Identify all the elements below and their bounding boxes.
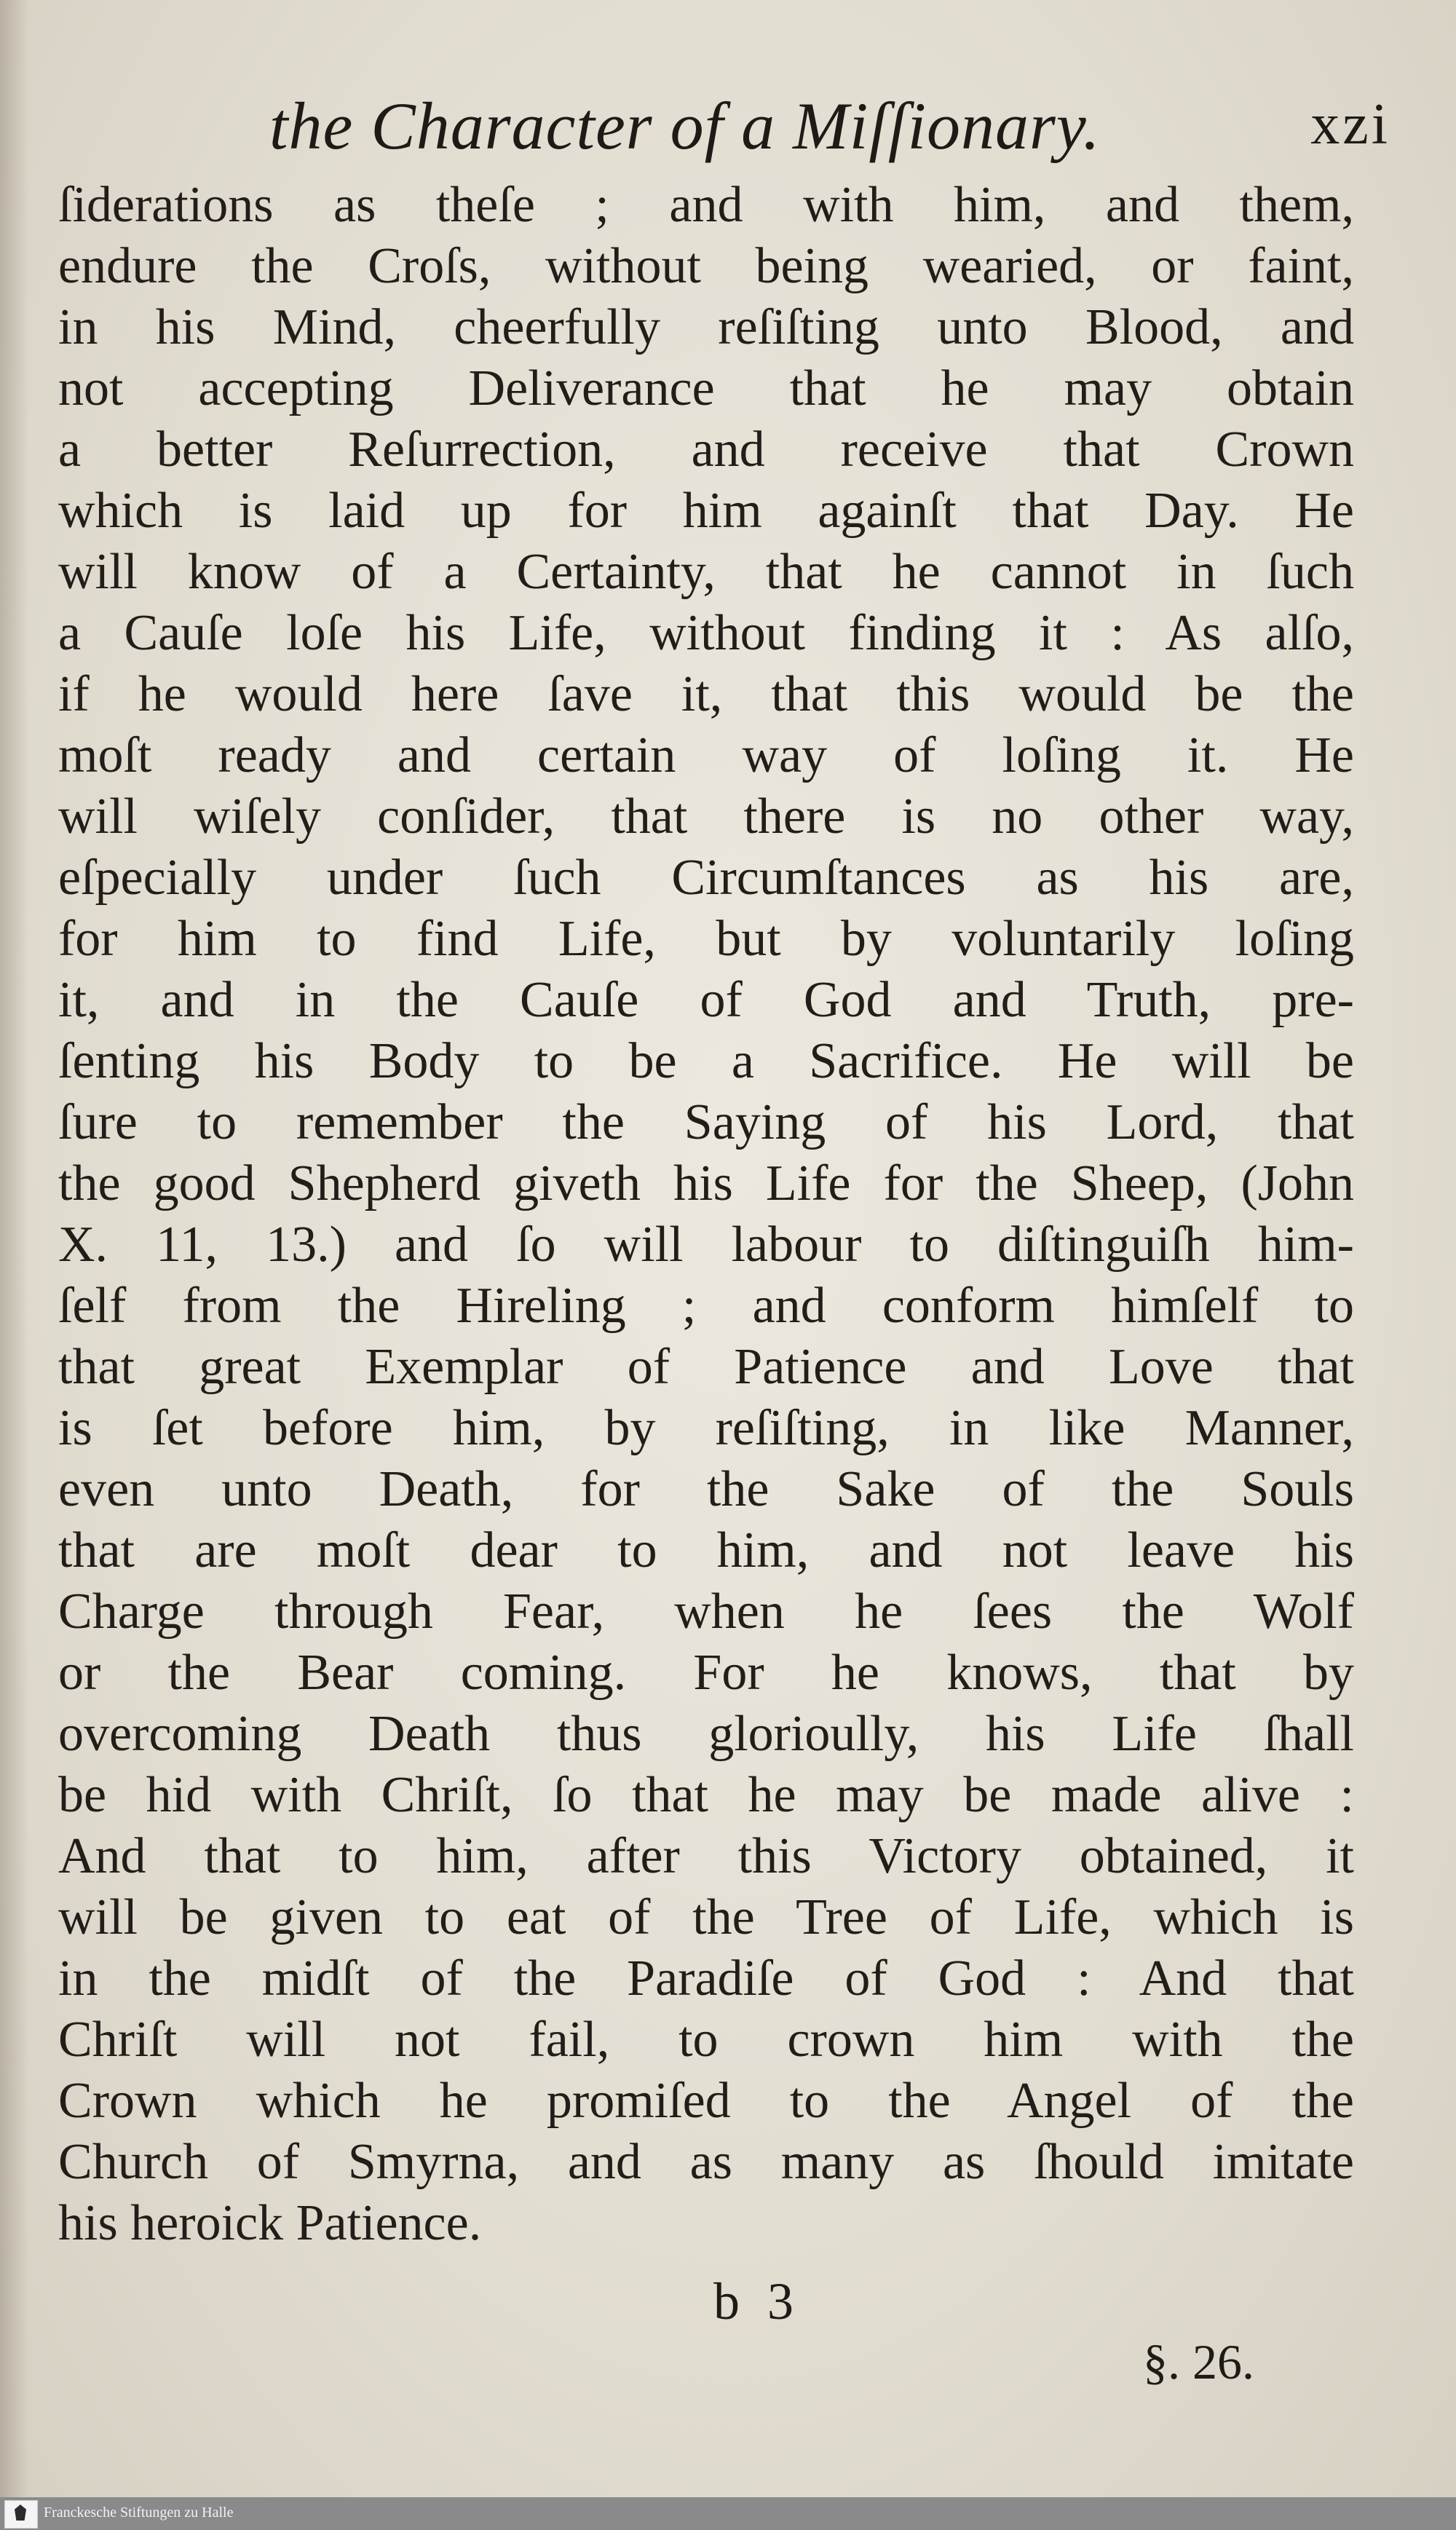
- text-line: X. 11, 13.) and ſo will labour to diſtinguiſh him-: [58, 1217, 1354, 1273]
- text-line: Crown which he promiſed to the Angel of the: [58, 2073, 1354, 2129]
- text-line: Church of Smyrna, and as many as ſhould imitate: [58, 2134, 1354, 2190]
- text-line: if he would here ſave it, that this would be the: [58, 666, 1354, 722]
- book-page: [29, 0, 1427, 2497]
- text-line: not accepting Deliverance that he may obtain: [58, 360, 1354, 416]
- running-title: the Character of a Miſſionary.: [269, 89, 1101, 163]
- text-line: ſelf from the Hireling ; and conform himſelf to: [58, 1278, 1354, 1334]
- text-line: will wiſely conſider, that there is no other way,: [58, 788, 1354, 845]
- text-line: overcoming Death thus glorioully, his Life ſhall: [58, 1706, 1354, 1762]
- body-text: [58, 175, 1354, 2254]
- text-line: ſiderations as theſe ; and with him, and them,: [58, 177, 1354, 233]
- text-line: for him to find Life, but by voluntarily loſing: [58, 911, 1354, 967]
- text-line: Chriſt will not fail, to crown him with the: [58, 2012, 1354, 2068]
- text-line: his heroick Patience.: [58, 2195, 482, 2251]
- text-line: the good Shepherd giveth his Life for the Sheep, (John: [58, 1155, 1354, 1211]
- text-line: ſenting his Body to be a Sacrifice. He will be: [58, 1033, 1354, 1089]
- text-line: moſt ready and certain way of loſing it. He: [58, 727, 1354, 783]
- text-line: will know of a Certainty, that he cannot in ſuch: [58, 544, 1354, 600]
- text-line: be hid with Chriſt, ſo that he may be made alive :: [58, 1767, 1354, 1823]
- text-line: even unto Death, for the Sake of the Souls: [58, 1461, 1354, 1517]
- running-head: [269, 87, 1390, 167]
- text-line: that great Exemplar of Patience and Love that: [58, 1339, 1354, 1395]
- text-line: in the midſt of the Paradiſe of God : And that: [58, 1950, 1354, 2007]
- text-line: that are moſt dear to him, and not leave his: [58, 1522, 1354, 1578]
- text-line: a better Reſurrection, and receive that Crown: [58, 422, 1354, 478]
- text-line: a Cauſe loſe his Life, without finding it : As alſo,: [58, 605, 1354, 661]
- text-line: ſure to remember the Saying of his Lord, that: [58, 1094, 1354, 1150]
- footer-bar: [0, 2497, 1456, 2530]
- page-number: xzi: [1310, 92, 1390, 157]
- text-line: Charge through Fear, when he ſees the Wolf: [58, 1584, 1354, 1640]
- institution-logo-icon: [4, 2500, 38, 2529]
- text-line: in his Mind, cheerfully reſiſting unto Blood, and: [58, 299, 1354, 355]
- text-line: eſpecially under ſuch Circumſtances as his are,: [58, 850, 1354, 906]
- text-line: it, and in the Cauſe of God and Truth, pre-: [58, 972, 1354, 1028]
- text-line: will be given to eat of the Tree of Life, which is: [58, 1889, 1354, 1945]
- text-line: which is laid up for him againſt that Day. He: [58, 483, 1354, 539]
- signature-mark: b 3: [713, 2272, 801, 2331]
- text-line: endure the Croſs, without being wearied, or faint,: [58, 238, 1354, 294]
- gutter-shadow: [0, 0, 29, 2497]
- catchword: §. 26.: [1143, 2334, 1254, 2389]
- text-line: And that to him, after this Victory obtained, it: [58, 1828, 1354, 1884]
- text-line: is ſet before him, by reſiſting, in like Manner,: [58, 1400, 1354, 1456]
- institution-credit: Franckesche Stiftungen zu Halle: [44, 2505, 234, 2521]
- text-line: or the Bear coming. For he knows, that by: [58, 1645, 1354, 1701]
